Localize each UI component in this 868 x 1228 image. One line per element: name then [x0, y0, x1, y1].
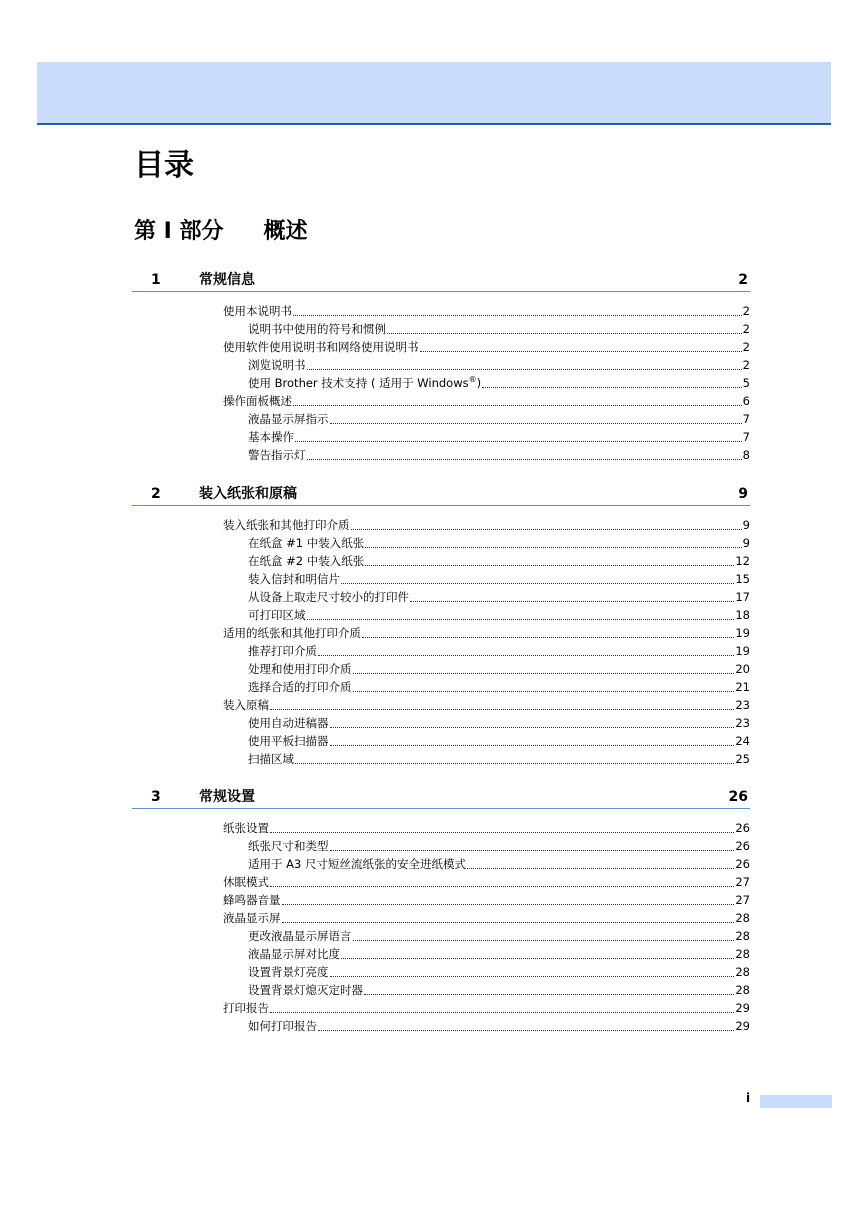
- toc-entry-title: [248, 856, 466, 872]
- toc-entry-title: [223, 1000, 269, 1016]
- toc-entry-title: [223, 393, 292, 409]
- dot-leader: [270, 708, 734, 710]
- toc-entries: [132, 818, 750, 1034]
- toc-entry-title: [248, 679, 352, 695]
- toc-entry-page: 5: [742, 376, 750, 390]
- toc-entry[interactable]: [132, 605, 750, 623]
- toc-entry-page: 28: [735, 947, 750, 961]
- toc-entry[interactable]: [132, 872, 750, 890]
- toc-entry-page: 27: [735, 875, 750, 889]
- toc-entry-text: 说明书中使用的符号和惯例: [248, 322, 386, 336]
- toc-entry-page: 23: [735, 716, 750, 730]
- toc-entry-text: 选择合适的打印介质: [248, 680, 352, 694]
- toc-entry-title: [248, 1018, 317, 1034]
- toc-entry-page: 27: [735, 893, 750, 907]
- toc-entry[interactable]: [132, 713, 750, 731]
- toc-entry-page: 25: [735, 752, 750, 766]
- toc-entry[interactable]: [132, 391, 750, 409]
- toc-entry-text: 装入原稿: [223, 698, 269, 712]
- toc-entry-text: 浏览说明书: [248, 358, 306, 372]
- toc-entry-text: 使用 Brother 技术支持 ( 适用于 Windows: [248, 376, 469, 390]
- dot-leader: [293, 314, 742, 316]
- dot-leader: [353, 939, 735, 941]
- chapter-title: 常规设置: [199, 789, 255, 805]
- toc-entry[interactable]: [132, 980, 750, 998]
- toc-entry-title: [223, 820, 269, 836]
- toc-entry-text: 设置背景灯亮度: [248, 965, 329, 979]
- toc-entry-page: 2: [742, 340, 750, 354]
- toc-entry[interactable]: [132, 659, 750, 677]
- toc-entry-text: 从设备上取走尺寸较小的打印件: [248, 590, 409, 604]
- chapter-number: 1: [151, 272, 161, 288]
- toc-entry-page: 9: [742, 518, 750, 532]
- toc-entry-title: [248, 715, 329, 731]
- toc-entry[interactable]: [132, 427, 750, 445]
- toc-entry-title: [223, 339, 419, 355]
- toc-entry[interactable]: [132, 890, 750, 908]
- dot-leader: [341, 582, 734, 584]
- part-title: [134, 216, 308, 248]
- toc-entry-text: 液晶显示屏指示: [248, 412, 329, 426]
- dot-leader: [467, 867, 734, 869]
- toc-entry-text: 液晶显示屏对比度: [248, 947, 340, 961]
- toc-entry[interactable]: [132, 533, 750, 551]
- toc-entry-text: 装入纸张和其他打印介质: [223, 518, 350, 532]
- toc-entry-page: 7: [742, 430, 750, 444]
- toc-entry-title: [223, 910, 281, 926]
- page-title: 目录: [134, 148, 194, 183]
- toc-entry-page: 12: [735, 554, 750, 568]
- toc-entry-page: 29: [735, 1019, 750, 1033]
- toc-entry[interactable]: [132, 373, 750, 391]
- toc-entry-page: 6: [742, 394, 750, 408]
- toc-entries: [132, 301, 750, 463]
- dot-leader: [362, 636, 734, 638]
- toc-entry-text: 适用于 A3 尺寸短丝流纸张的安全进纸模式: [248, 857, 466, 871]
- dot-leader: [270, 831, 734, 833]
- dot-leader: [330, 849, 735, 851]
- toc-entry-page: 2: [742, 322, 750, 336]
- toc-entry[interactable]: [132, 515, 750, 533]
- dot-leader: [365, 546, 741, 548]
- toc-entry[interactable]: [132, 569, 750, 587]
- toc-entry-text: 基本操作: [248, 430, 294, 444]
- dot-leader: [282, 921, 735, 923]
- toc-entry-text: 使用软件使用说明书和网络使用说明书: [223, 340, 419, 354]
- toc-entry-title: [223, 892, 281, 908]
- toc-entry-title: [248, 643, 317, 659]
- toc-entry[interactable]: [132, 695, 750, 713]
- part-label: 第 I 部分: [134, 219, 224, 244]
- toc-entry-text: 液晶显示屏: [223, 911, 281, 925]
- chapter-heading[interactable]: [132, 484, 750, 506]
- toc-entry-title: [248, 964, 329, 980]
- toc-entry-text: 警告指示灯: [248, 448, 306, 462]
- dot-leader: [410, 600, 734, 602]
- dot-leader: [270, 1011, 734, 1013]
- toc-entry-page: 2: [742, 358, 750, 372]
- dot-leader: [318, 654, 734, 656]
- toc-entry-page: 19: [735, 626, 750, 640]
- toc-entry-text: 扫描区域: [248, 752, 294, 766]
- toc-entry-page: 7: [742, 412, 750, 426]
- toc-entry-text: 处理和使用打印介质: [248, 662, 352, 676]
- toc-entry-title: [248, 535, 364, 551]
- dot-leader: [387, 332, 742, 334]
- toc-entry[interactable]: [132, 319, 750, 337]
- chapter-number: 2: [151, 486, 161, 502]
- toc-entry-text: 在纸盒 #1 中装入纸张: [248, 536, 365, 550]
- toc-entry[interactable]: [132, 836, 750, 854]
- toc-entry[interactable]: [132, 854, 750, 872]
- toc-entry[interactable]: [132, 337, 750, 355]
- toc-entry-title: [248, 411, 329, 427]
- toc-entry-page: 28: [735, 911, 750, 925]
- chapter-page: 26: [728, 789, 748, 805]
- toc-entry-text: 使用自动进稿器: [248, 716, 329, 730]
- toc-entry-page: 9: [742, 536, 750, 550]
- toc-entry[interactable]: [132, 355, 750, 373]
- toc-entry-page: 2: [742, 304, 750, 318]
- dot-leader: [282, 903, 735, 905]
- toc-entry-title: [248, 375, 481, 391]
- dot-leader: [293, 404, 742, 406]
- dot-leader: [295, 762, 734, 764]
- registered-mark: ®: [468, 375, 477, 385]
- dot-leader: [330, 422, 742, 424]
- toc-entry-title: [248, 357, 306, 373]
- toc-entry[interactable]: [132, 998, 750, 1016]
- toc-entry[interactable]: [132, 731, 750, 749]
- chapter-title: 装入纸张和原稿: [199, 486, 297, 502]
- toc-entry-title: [248, 751, 294, 767]
- toc-entries: [132, 515, 750, 767]
- toc-entry-text: 推荐打印介质: [248, 644, 317, 658]
- toc-entry-page: 8: [742, 448, 750, 462]
- toc-entry-text: 操作面板概述: [223, 394, 292, 408]
- toc-entry-page: 15: [735, 572, 750, 586]
- toc-entry-title: [223, 874, 269, 890]
- dot-leader: [307, 368, 742, 370]
- chapter-title: 常规信息: [199, 272, 255, 288]
- toc-entry-text: 在纸盒 #2 中装入纸张: [248, 554, 365, 568]
- toc-entry-page: 19: [735, 644, 750, 658]
- toc-entry-text: 休眠模式: [223, 875, 269, 889]
- toc-entry-text: 纸张设置: [223, 821, 269, 835]
- toc-entry[interactable]: [132, 445, 750, 463]
- toc-entry-page: 20: [735, 662, 750, 676]
- toc-entry[interactable]: [132, 677, 750, 695]
- chapter-page: 2: [738, 272, 748, 288]
- toc-entry[interactable]: [132, 301, 750, 319]
- toc-entry[interactable]: [132, 1016, 750, 1034]
- toc-entry[interactable]: [132, 641, 750, 659]
- toc-entry-title: [248, 553, 364, 569]
- toc-entry-title: [248, 571, 340, 587]
- toc-entry[interactable]: [132, 926, 750, 944]
- dot-leader: [365, 564, 734, 566]
- chapter-2: [132, 484, 750, 767]
- toc-entry-title: [248, 447, 306, 463]
- footer-band: [760, 1095, 832, 1108]
- toc-entry-text: 使用本说明书: [223, 304, 292, 318]
- toc-entry-text: 使用平板扫描器: [248, 734, 329, 748]
- header-band: [37, 62, 831, 125]
- toc-entry[interactable]: [132, 551, 750, 569]
- dot-leader: [341, 957, 734, 959]
- dot-leader: [364, 993, 734, 995]
- toc-entry-page: 26: [735, 839, 750, 853]
- toc-entry[interactable]: [132, 587, 750, 605]
- dot-leader: [482, 386, 742, 388]
- toc-entry-text: 蜂鸣器音量: [223, 893, 281, 907]
- dot-leader: [353, 690, 735, 692]
- part-name: 概述: [263, 219, 308, 244]
- dot-leader: [351, 528, 742, 530]
- toc-entry-page: 26: [735, 857, 750, 871]
- toc-entry-text-suffix: ): [476, 376, 482, 390]
- toc-entry-text: 适用的纸张和其他打印介质: [223, 626, 361, 640]
- toc-entry-text: 装入信封和明信片: [248, 572, 340, 586]
- toc-entry-page: 17: [735, 590, 750, 604]
- toc-entry-page: 24: [735, 734, 750, 748]
- toc-entry-title: [248, 982, 363, 998]
- toc-entry[interactable]: [132, 409, 750, 427]
- toc-entry-title: [248, 429, 294, 445]
- toc-entry-title: [223, 517, 350, 533]
- toc-entry[interactable]: [132, 944, 750, 962]
- dot-leader: [270, 885, 734, 887]
- toc-entry-title: [248, 589, 409, 605]
- toc-entry-page: 28: [735, 929, 750, 943]
- dot-leader: [295, 440, 742, 442]
- toc-entry-title: [223, 303, 292, 319]
- chapter-heading[interactable]: [132, 270, 750, 292]
- dot-leader: [330, 744, 735, 746]
- toc-entry-title: [248, 946, 340, 962]
- toc-entry-page: 26: [735, 821, 750, 835]
- toc-entry[interactable]: [132, 908, 750, 926]
- toc-entry-title: [223, 625, 361, 641]
- toc-entry-title: [248, 838, 329, 854]
- toc-entry[interactable]: [132, 749, 750, 767]
- toc-entry-title: [223, 697, 269, 713]
- toc-entry-page: 21: [735, 680, 750, 694]
- chapter-page: 9: [738, 486, 748, 502]
- toc-entry-page: 29: [735, 1001, 750, 1015]
- toc-entry[interactable]: [132, 623, 750, 641]
- page-number: i: [746, 1091, 751, 1105]
- toc-entry-title: [248, 928, 352, 944]
- toc-entry-text: 可打印区域: [248, 608, 306, 622]
- toc-entry-text: 设置背景灯熄灭定时器: [248, 983, 363, 997]
- dot-leader: [353, 672, 735, 674]
- toc-entry-page: 28: [735, 983, 750, 997]
- toc-entry-title: [248, 607, 306, 623]
- toc-entry-title: [248, 661, 352, 677]
- toc-entry-page: 23: [735, 698, 750, 712]
- toc-entry-text: 纸张尺寸和类型: [248, 839, 329, 853]
- toc-entry-page: 28: [735, 965, 750, 979]
- chapter-1: [132, 270, 750, 463]
- dot-leader: [330, 726, 735, 728]
- dot-leader: [307, 458, 742, 460]
- toc-entry-title: [248, 321, 386, 337]
- dot-leader: [420, 350, 742, 352]
- dot-leader: [318, 1029, 734, 1031]
- toc-entry-text: 如何打印报告: [248, 1019, 317, 1033]
- dot-leader: [330, 975, 735, 977]
- toc-entry[interactable]: [132, 962, 750, 980]
- chapter-3: [132, 787, 750, 1034]
- chapter-heading[interactable]: [132, 787, 750, 809]
- chapter-number: 3: [151, 789, 161, 805]
- toc-entry-text: 打印报告: [223, 1001, 269, 1015]
- toc-entry[interactable]: [132, 818, 750, 836]
- dot-leader: [307, 618, 735, 620]
- toc-entry-text: 更改液晶显示屏语言: [248, 929, 352, 943]
- toc-entry-title: [248, 733, 329, 749]
- toc-entry-page: 18: [735, 608, 750, 622]
